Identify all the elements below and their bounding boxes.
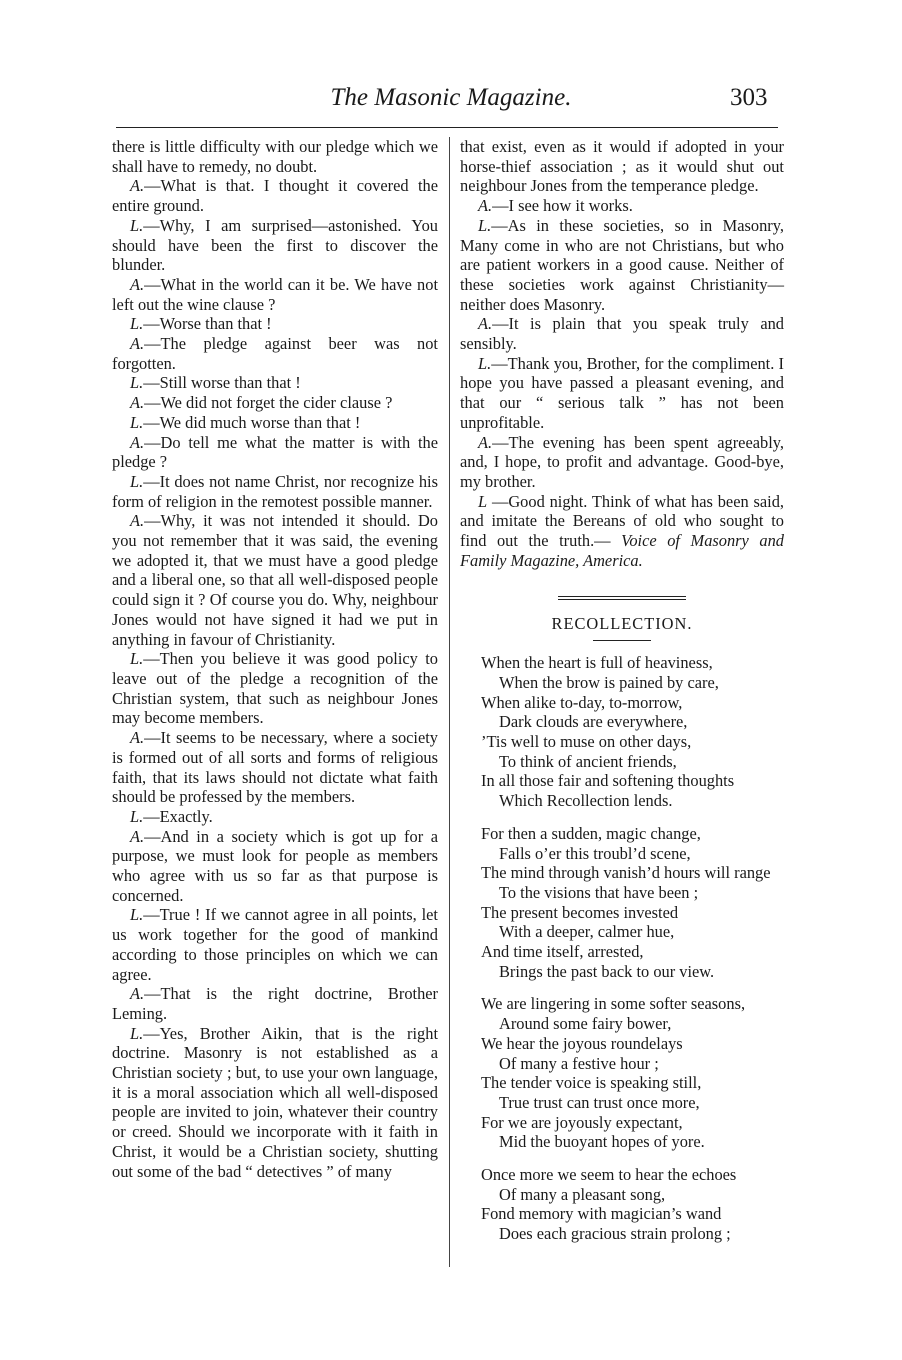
paragraph-text: —Worse than that ! <box>143 314 272 334</box>
dialogue-paragraph <box>112 472 438 511</box>
poem-line: The present becomes invested <box>481 902 679 922</box>
poem-line: Once more we seem to hear the echoes <box>481 1165 737 1185</box>
poem-line: Of many a festive hour ; <box>499 1053 659 1073</box>
poem-stanza <box>460 653 784 811</box>
paragraph-text: that exist, even as it would if adopted in your horse-thief association ; as it would shut out neighbour Jones from the temperance pledge. <box>460 137 784 196</box>
poem-stanza <box>460 994 784 1152</box>
paragraph-text: —The pledge against beer was not forgotten. <box>112 334 438 373</box>
paragraph-text: —It is plain that you speak truly and sensibly. <box>460 314 784 354</box>
speaker-label: A. <box>130 826 145 846</box>
poem-line: And time itself, arrested, <box>481 942 644 962</box>
section-double-rule <box>558 596 686 602</box>
speaker-label: A. <box>478 432 493 452</box>
dialogue-paragraph <box>112 511 438 649</box>
column-divider <box>449 137 450 1267</box>
poem-line: The mind through vanish’d hours will range <box>481 863 771 883</box>
speaker-label: A. <box>130 274 145 294</box>
paragraph-text: —We did not forget the cider clause ? <box>144 393 393 413</box>
poem-line: When the heart is full of heaviness, <box>481 653 713 673</box>
paragraph-text: —What is that. I thought it covered the entire ground. <box>112 176 438 216</box>
speaker-label: A. <box>130 334 145 354</box>
speaker-label: L. <box>130 905 144 925</box>
paragraph-text: —Why, I am surprised—astonished. You should have been the first to discover the blunder. <box>112 215 438 275</box>
dialogue-paragraph <box>112 728 438 807</box>
poem-line: Around some fairy bower, <box>499 1014 672 1034</box>
speaker-label: L. <box>478 353 492 373</box>
paragraph-text: —We did much worse than that ! <box>143 412 361 432</box>
dialogue-paragraph <box>460 492 784 571</box>
speaker-label: A. <box>130 728 145 748</box>
paragraph-text: —Then you believe it was good policy to leave out of the pledge a recognition of the Christian system, that such as neighbour Jones may become members. <box>112 649 438 728</box>
poem-line: We hear the joyous roundelays <box>481 1033 683 1053</box>
poem-line: The tender voice is speaking still, <box>481 1073 702 1093</box>
dialogue-paragraph <box>112 334 438 373</box>
paragraph-text: —That is the right doctrine, Brother Leming. <box>112 984 438 1023</box>
dialogue-paragraph <box>112 314 438 334</box>
dialogue-paragraph <box>112 176 438 215</box>
dialogue-paragraph <box>112 137 438 176</box>
speaker-label: A. <box>478 314 493 334</box>
paragraph-text: —It seems to be necessary, where a society is formed out of all sorts and forms of religious faith, that its laws should not dictate what faith should be professed by the members. <box>112 728 438 807</box>
dialogue-paragraph <box>112 649 438 728</box>
speaker-label: A. <box>478 196 493 216</box>
poem-stanza <box>460 824 784 982</box>
paragraph-text: —And in a society which is got up for a purpose, we must look for people as members who agree with us so far as that purpose is concerned. <box>112 826 438 905</box>
page-header-title: The Masonic Magazine. <box>330 84 572 111</box>
poem-line: With a deeper, calmer hue, <box>499 922 675 942</box>
speaker-label: L. <box>130 373 144 393</box>
paragraph-text: —As in these societies, so in Masonry, Many come in who are not Christians, but who are patient workers in a good cause. Neither of these societies work against Christianity—neither does Masonry. <box>460 215 784 314</box>
dialogue-paragraph <box>112 905 438 984</box>
speaker-label: L. <box>130 649 144 669</box>
speaker-label: L. <box>130 412 144 432</box>
paragraph-text: —True ! If we cannot agree in all points, let us work together for the good of mankind according to those principles on which we can agree. <box>112 905 438 984</box>
speaker-label: L <box>478 491 488 511</box>
poem-line: Mid the buoyant hopes of yore. <box>499 1132 705 1152</box>
poem-line: When alike to-day, to-morrow, <box>481 692 683 712</box>
poem-line: ’Tis well to muse on other days, <box>481 731 692 751</box>
poem-title-rule <box>593 640 651 641</box>
paragraph-text: —What in the world can it be. We have not left out the wine clause ? <box>112 274 438 314</box>
page-number: 303 <box>730 84 768 111</box>
paragraph-text: —Why, it was not intended it should. Do you not remember that it was said, the evening we adopted it, that we must have a good pledge and a liberal one, so that all well-disposed people could sign it ? Of course you do. Why, neighbour Jones would not have signed it had we put in anything in favour of Christianity. <box>112 511 438 649</box>
poem-line: To the visions that have been ; <box>499 882 699 902</box>
dialogue-paragraph <box>460 216 784 315</box>
speaker-label: A. <box>130 176 145 196</box>
speaker-label: A. <box>130 432 145 452</box>
left-column <box>112 137 438 1181</box>
poem-line: We are lingering in some softer seasons, <box>481 994 746 1014</box>
speaker-label: L. <box>130 471 144 491</box>
dialogue-paragraph <box>112 275 438 314</box>
dialogue-paragraph <box>112 413 438 433</box>
paragraph-text: —I see how it works. <box>492 196 633 216</box>
speaker-label: A. <box>130 393 145 413</box>
speaker-label: A. <box>130 984 145 1004</box>
dialogue-paragraph <box>112 216 438 275</box>
poem-line: Fond memory with magician’s wand <box>481 1204 722 1224</box>
right-column <box>460 137 784 1257</box>
poem-line: Of many a pleasant song, <box>499 1184 666 1204</box>
poem-line: Which Recollection lends. <box>499 791 673 811</box>
poem-line: Does each gracious strain prolong ; <box>499 1224 731 1244</box>
header-rule <box>116 127 778 128</box>
poem-body <box>460 653 784 1244</box>
paragraph-text: —Do tell me what the matter is with the pledge ? <box>112 432 438 472</box>
dialogue-paragraph <box>112 1024 438 1182</box>
dialogue-paragraph <box>112 984 438 1023</box>
poem-line: Dark clouds are everywhere, <box>499 712 688 732</box>
poem-line: True trust can trust once more, <box>499 1092 700 1112</box>
dialogue-paragraph <box>112 827 438 906</box>
poem-line: In all those fair and softening thoughts <box>481 771 735 791</box>
speaker-label: L. <box>130 1023 144 1043</box>
dialogue-paragraph <box>460 196 784 216</box>
poem-line: To think of ancient friends, <box>499 751 677 771</box>
dialogue-paragraph <box>460 433 784 492</box>
poem-title: RECOLLECTION. <box>551 614 693 634</box>
paragraph-text: —It does not name Christ, nor recognize his form of religion in the remotest possible manner. <box>112 471 438 511</box>
poem-line: Falls o’er this troubl’d scene, <box>499 843 691 863</box>
paragraph-text: —Good night. Think of what has been said, and imitate the Bereans of old who sought to find out the truth.— <box>460 491 784 551</box>
poem-stanza <box>460 1165 784 1244</box>
speaker-label: L. <box>130 314 144 334</box>
speaker-label: L. <box>478 215 492 235</box>
speaker-label: L. <box>130 806 144 826</box>
poem-line: For then a sudden, magic change, <box>481 823 701 843</box>
right-column-dialogue <box>460 137 784 570</box>
dialogue-paragraph <box>112 433 438 472</box>
dialogue-paragraph <box>112 807 438 827</box>
paragraph-text: —Yes, Brother Aikin, that is the right doctrine. Masonry is not established as a Christian society ; but, to use your own language, it is a moral association which all well-disposed people are invited to join, whatever their country or creed. Should we incorporate with it faith in Christ, it would be a Christian society, shutting out some of the bad “ detectives ” of many <box>112 1023 438 1181</box>
dialogue-paragraph <box>460 314 784 353</box>
speaker-label: Voice of Masonry and Family Magazine, America. <box>460 531 784 570</box>
paragraph-text: —The evening has been spent agreeably, and, I hope, to profit and advantage. Good-bye, my brother. <box>460 432 784 491</box>
speaker-label: A. <box>130 511 145 531</box>
dialogue-paragraph <box>460 137 784 196</box>
poem-line: When the brow is pained by care, <box>499 672 719 692</box>
dialogue-paragraph <box>112 373 438 393</box>
dialogue-paragraph <box>112 393 438 413</box>
paragraph-text: —Thank you, Brother, for the compliment. I hope you have passed a pleasant evening, and that our “ serious talk ” has not been unprofitable. <box>460 353 784 432</box>
poem-line: Brings the past back to our view. <box>499 961 715 981</box>
paragraph-text: —Exactly. <box>143 806 213 826</box>
speaker-label: L. <box>130 215 144 235</box>
paragraph-text: —Still worse than that ! <box>143 373 301 393</box>
paragraph-text: there is little difficulty with our pledge which we shall have to remedy, no doubt. <box>112 137 438 176</box>
poem-line: For we are joyously expectant, <box>481 1112 683 1132</box>
dialogue-paragraph <box>460 354 784 433</box>
